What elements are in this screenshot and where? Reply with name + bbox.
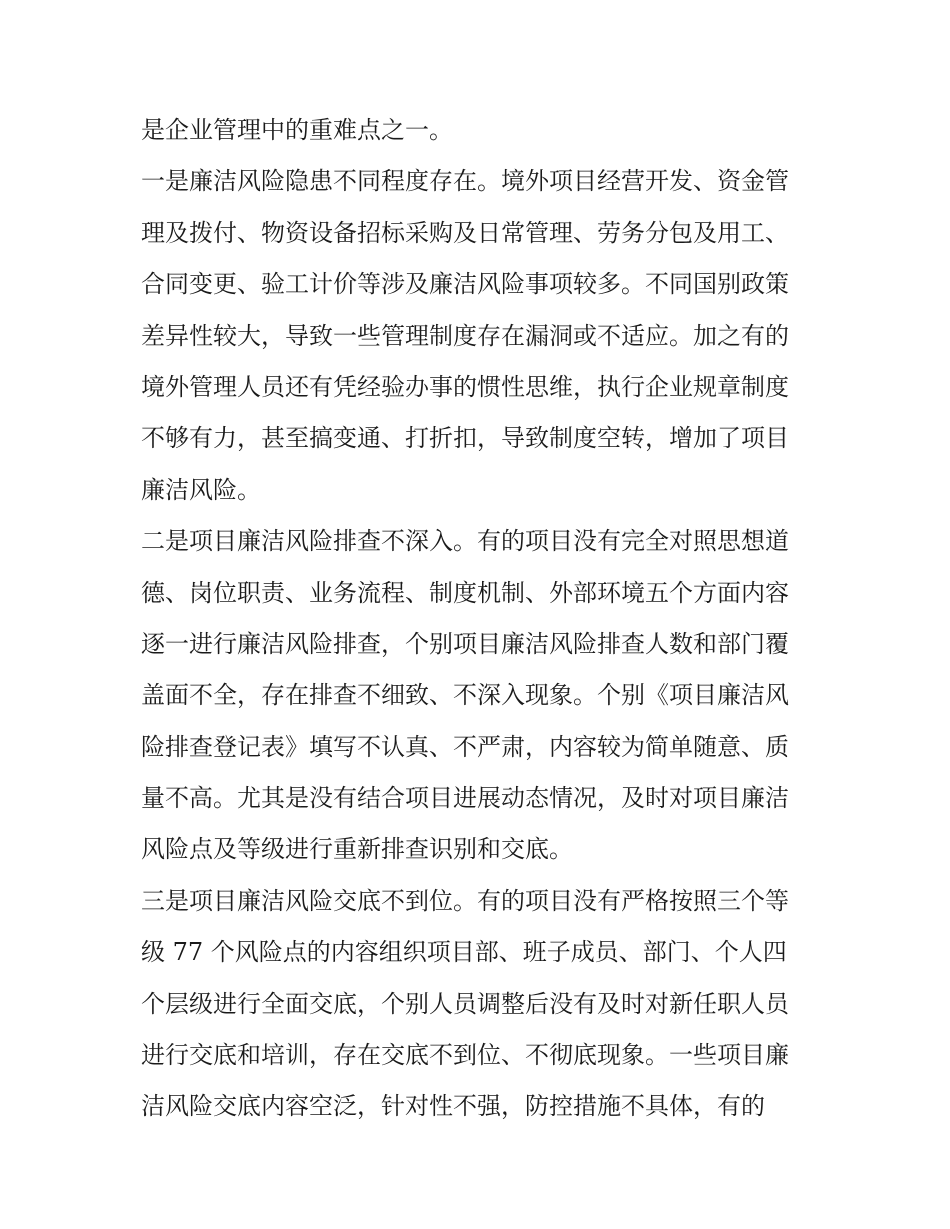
body-text bbox=[141, 110, 821, 1138]
text-line: 逐一进行廉洁风险排查，个别项目廉洁风险排查人数和部门覆 bbox=[141, 629, 789, 658]
text-line: 差异性较大，导致一些管理制度存在漏洞或不适应。加之有的 bbox=[141, 321, 789, 350]
text-line: 合同变更、验工计价等涉及廉洁风险事项较多。不同国别政策 bbox=[141, 270, 789, 299]
text-line: 廉洁风险。 bbox=[141, 475, 261, 504]
text-line: 一是廉洁风险隐患不同程度存在。境外项目经营开发、资金管 bbox=[141, 167, 789, 196]
text-line: 不够有力，甚至搞变通、打折扣，导致制度空转，增加了项目 bbox=[141, 424, 789, 453]
text-line: 个层级进行全面交底，个别人员调整后没有及时对新任职人员 bbox=[141, 989, 789, 1018]
text-line: 二是项目廉洁风险排查不深入。有的项目没有完全对照思想道 bbox=[141, 527, 789, 556]
text-line: 境外管理人员还有凭经验办事的惯性思维，执行企业规章制度 bbox=[141, 372, 789, 401]
text-line: 德、岗位职责、业务流程、制度机制、外部环境五个方面内容 bbox=[141, 578, 789, 607]
text-line: 级 77 个风险点的内容组织项目部、班子成员、部门、个人四 bbox=[141, 938, 787, 967]
text-line: 洁风险交底内容空泛，针对性不强，防控措施不具体，有的 bbox=[141, 1092, 765, 1121]
text-line: 险排查登记表》填写不认真、不严肃，内容较为简单随意、质 bbox=[141, 732, 789, 761]
text-line: 进行交底和培训，存在交底不到位、不彻底现象。一些项目廉 bbox=[141, 1041, 789, 1070]
text-line: 风险点及等级进行重新排查识别和交底。 bbox=[141, 835, 573, 864]
text-line: 量不高。尤其是没有结合项目进展动态情况，及时对项目廉洁 bbox=[141, 784, 789, 813]
text-line: 理及拨付、物资设备招标采购及日常管理、劳务分包及用工、 bbox=[141, 218, 789, 247]
text-line: 盖面不全，存在排查不细致、不深入现象。个别《项目廉洁风 bbox=[141, 681, 789, 710]
text-line: 是企业管理中的重难点之一。 bbox=[141, 116, 453, 144]
text-line: 三是项目廉洁风险交底不到位。有的项目没有严格按照三个等 bbox=[141, 886, 789, 915]
